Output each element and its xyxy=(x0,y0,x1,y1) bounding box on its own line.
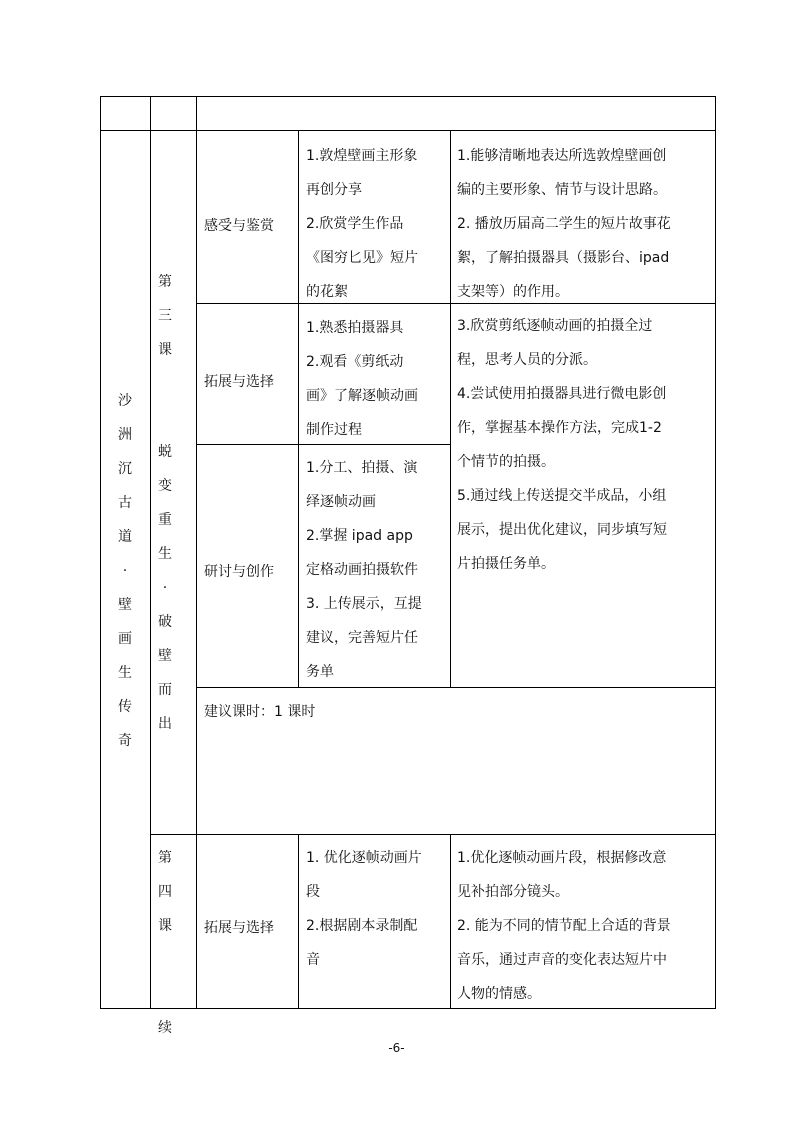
text-line: 2. 能为不同的情节配上合适的背景 xyxy=(457,918,671,934)
vertical-char: 续 xyxy=(158,1020,172,1036)
text-line: 见补拍部分镜头。 xyxy=(457,884,569,900)
table-col-rule xyxy=(298,130,299,688)
text-line: 3.欣赏剪纸逐帧动画的拍摄全过 xyxy=(457,318,653,334)
vertical-char: 课 xyxy=(158,342,172,358)
text-line: 编的主要形象、情节与设计思路。 xyxy=(457,182,667,198)
table-col-rule xyxy=(450,130,451,688)
lesson3-activity-2: 拓展与选择 xyxy=(204,374,274,390)
text-line: 段 xyxy=(306,884,320,900)
vertical-char: 重 xyxy=(158,512,172,528)
lesson3-activity-1: 感受与鉴赏 xyxy=(204,218,274,234)
text-line: 务单 xyxy=(306,664,334,680)
text-line: 音乐，通过声音的变化表达短片中 xyxy=(457,952,667,968)
text-line: 2. 播放历届高二学生的短片故事花 xyxy=(457,216,671,232)
vertical-char: · xyxy=(162,580,168,596)
lesson3-content-1 xyxy=(306,139,446,309)
vertical-char: 课 xyxy=(158,918,172,934)
vertical-char xyxy=(150,977,180,1011)
text-line: 2.欣赏学生作品 xyxy=(306,216,404,232)
text-line: 1. 优化逐帧动画片 xyxy=(306,850,422,866)
text-line: 展示，提出优化建议，同步填写短 xyxy=(457,522,667,538)
vertical-char: 四 xyxy=(158,884,172,900)
lesson4-content xyxy=(306,841,446,977)
vertical-char xyxy=(150,943,180,977)
vertical-char: 生 xyxy=(158,546,172,562)
vertical-char: 传 xyxy=(118,699,132,715)
lesson3-goals xyxy=(457,139,711,581)
text-line: 绎逐帧动画 xyxy=(306,494,376,510)
vertical-char: 沙 xyxy=(118,393,132,409)
text-line: 1.熟悉拍摄器具 xyxy=(306,320,404,336)
vertical-char xyxy=(150,367,180,401)
vertical-char: 道 xyxy=(118,529,132,545)
table-border-left xyxy=(100,96,101,1009)
table-col-rule xyxy=(298,834,299,1009)
vertical-char: 第 xyxy=(158,274,172,290)
text-line: 3. 上传展示，互提 xyxy=(306,596,422,612)
vertical-char xyxy=(150,401,180,435)
lesson3-suggested-hours: 建议课时：1 课时 xyxy=(204,704,316,720)
table-rule-header-bottom xyxy=(100,130,716,131)
text-line: 1.分工、拍摄、演 xyxy=(306,460,418,476)
text-line: 再创分享 xyxy=(306,182,362,198)
table-rule xyxy=(196,687,716,688)
text-line: 2.观看《剪纸动 xyxy=(306,354,404,370)
vertical-char: 壁 xyxy=(158,648,172,664)
vertical-char: 古 xyxy=(118,495,132,511)
text-line: 画》了解逐帧动画 xyxy=(306,388,418,404)
text-line: 建议，完善短片任 xyxy=(306,630,418,646)
lesson4-goals xyxy=(457,841,711,1011)
table-border-top xyxy=(100,96,716,97)
lesson3-activity-3: 研讨与创作 xyxy=(204,564,274,580)
lesson3-content-3 xyxy=(306,451,446,689)
text-line: 制作过程 xyxy=(306,422,362,438)
vertical-char: 变 xyxy=(158,478,172,494)
vertical-char: · xyxy=(122,563,128,579)
vertical-char: 沉 xyxy=(118,461,132,477)
text-line: 程，思考人员的分派。 xyxy=(457,352,597,368)
text-line: 个情节的拍摄。 xyxy=(457,454,555,470)
text-line: 音 xyxy=(306,952,320,968)
vertical-char: 三 xyxy=(158,308,172,324)
table-border-right xyxy=(715,96,716,1009)
vertical-char: 画 xyxy=(118,631,132,647)
vertical-char: 生 xyxy=(118,665,132,681)
text-line: 作，掌握基本操作方法，完成1-2 xyxy=(457,420,662,436)
unit-title xyxy=(110,384,140,758)
lesson3-title xyxy=(150,265,180,741)
text-line: 1.敦煌壁画主形象 xyxy=(306,148,418,164)
text-line: 絮，了解拍摄器具（摄影台、ipad xyxy=(457,250,670,266)
text-line: 1.优化逐帧动画片段，根据修改意 xyxy=(457,850,667,866)
text-line: 4.尝试使用拍摄器具进行微电影创 xyxy=(457,386,667,402)
vertical-char: 蜕 xyxy=(158,444,172,460)
vertical-char: 而 xyxy=(158,682,172,698)
text-line: 5.通过线上传送提交半成品，小组 xyxy=(457,488,667,504)
text-line: 人物的情感。 xyxy=(457,986,541,1002)
page-number: -6- xyxy=(388,1041,405,1055)
text-line: 定格动画拍摄软件 xyxy=(306,562,418,578)
text-line: 《图穷匕见》短片 xyxy=(306,250,418,266)
text-line: 2.掌握 ipad app xyxy=(306,528,413,544)
vertical-char: 出 xyxy=(158,716,172,732)
text-line: 1.能够清晰地表达所选敦煌壁画创 xyxy=(457,148,667,164)
table-rule xyxy=(150,834,716,835)
table-col-rule xyxy=(196,96,197,1009)
vertical-char: 壁 xyxy=(118,597,132,613)
vertical-char: 第 xyxy=(158,850,172,866)
text-line: 支架等）的作用。 xyxy=(457,284,569,300)
vertical-char: 破 xyxy=(158,614,172,630)
vertical-char: 洲 xyxy=(118,427,132,443)
lesson3-content-2 xyxy=(306,311,446,447)
text-line: 片拍摄任务单。 xyxy=(457,556,555,572)
text-line: 2.根据剧本录制配 xyxy=(306,918,418,934)
lesson4-activity: 拓展与选择 xyxy=(204,920,274,936)
text-line: 的花絮 xyxy=(306,284,348,300)
table-col-rule xyxy=(450,834,451,1009)
vertical-char: 奇 xyxy=(118,733,132,749)
lesson4-title xyxy=(150,841,180,1045)
